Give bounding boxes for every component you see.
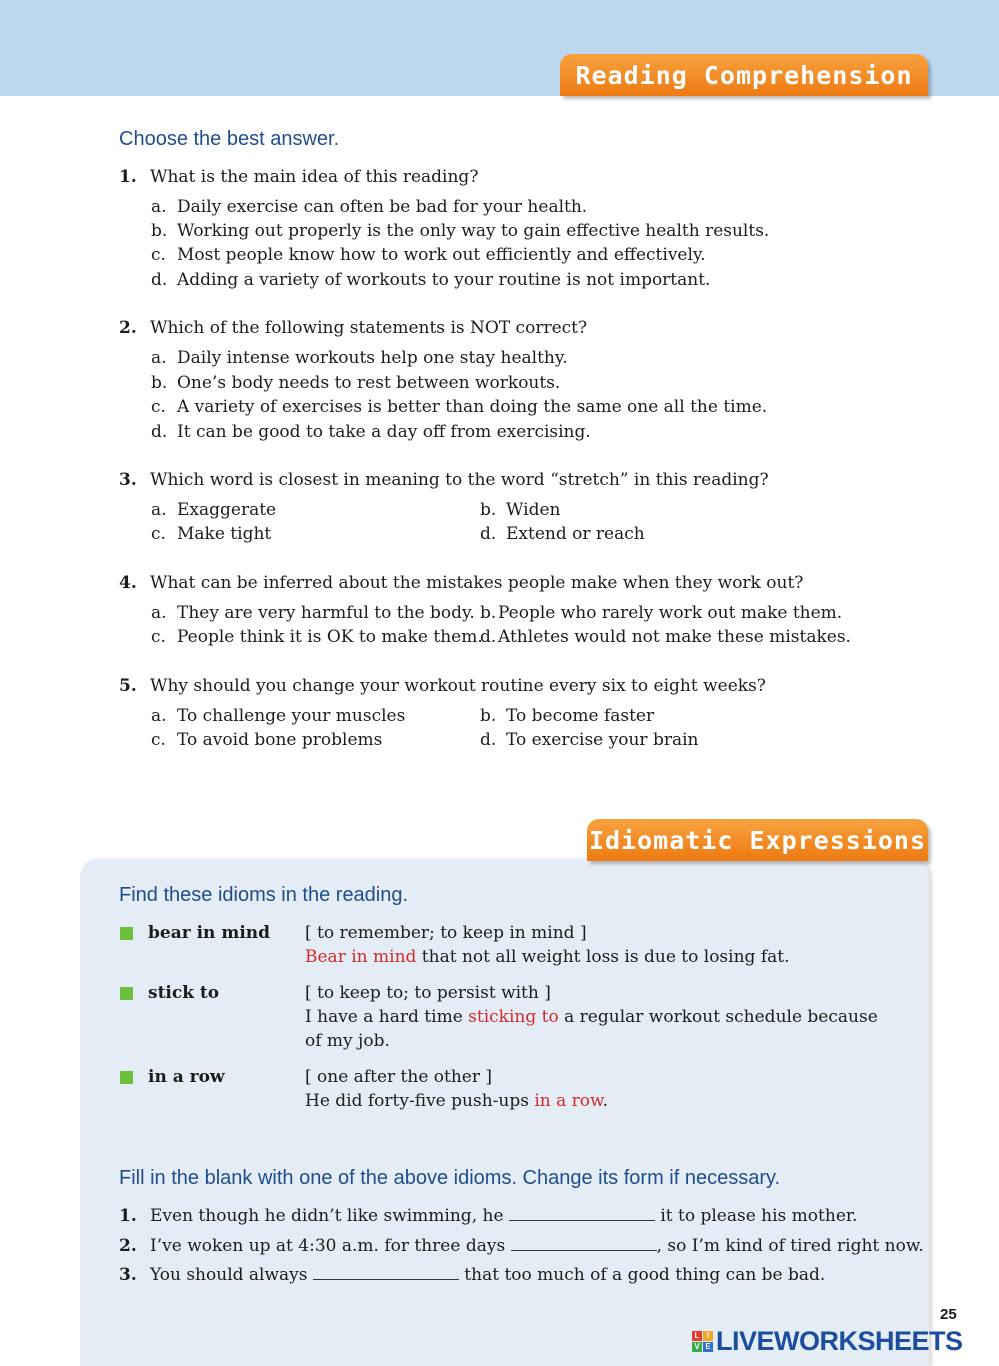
idiom-term: stick to: [148, 983, 220, 1003]
answer-option[interactable]: a. They are very harmful to the body.: [151, 603, 475, 623]
fill-instruction: Fill in the blank with one of the above idioms. Change its form if necessary.: [119, 1167, 781, 1189]
answer-option[interactable]: b. Widen: [480, 500, 561, 520]
answer-option[interactable]: c. A variety of exercises is better than doing the same one all the time.: [151, 397, 768, 417]
answer-option[interactable]: c. To avoid bone problems: [151, 730, 383, 750]
logo-text: LIVEWORKSHEETS: [716, 1325, 963, 1356]
answer-blank[interactable]: [509, 1205, 655, 1221]
answer-option[interactable]: d. To exercise your brain: [480, 730, 699, 750]
question-text: What can be inferred about the mistakes people make when they work out?: [150, 573, 804, 593]
answer-option[interactable]: b. Working out properly is the only way to gain effective health results.: [151, 221, 770, 241]
answer-option[interactable]: a. Daily exercise can often be bad for your health.: [151, 197, 588, 217]
answer-option[interactable]: c. Make tight: [151, 524, 272, 544]
answer-option[interactable]: d. Athletes would not make these mistakes.: [480, 627, 851, 647]
liveworksheets-logo: [692, 1326, 963, 1356]
question-number: 3.: [119, 470, 137, 490]
answer-option[interactable]: b. People who rarely work out make them.: [480, 603, 843, 623]
idiom-definition: [ to keep to; to persist with ]: [305, 983, 551, 1003]
idiom-highlight: in a row: [534, 1091, 603, 1111]
answer-option[interactable]: d. Adding a variety of workouts to your routine is not important.: [151, 270, 711, 290]
answer-option[interactable]: b. To become faster: [480, 706, 655, 726]
idiom-definition: [ to remember; to keep in mind ]: [305, 923, 587, 943]
question-number: 1.: [119, 167, 137, 187]
fill-item-2: 2. I’ve woken up at 4:30 a.m. for three days , so I’m kind of tired right now.: [119, 1236, 924, 1256]
square-bullet-icon: [120, 927, 133, 940]
idiom-highlight: Bear in mind: [305, 947, 417, 967]
idiomatic-expressions-tab: Idiomatic Expressions: [587, 819, 928, 861]
answer-blank[interactable]: [511, 1235, 657, 1251]
question-text: Which of the following statements is NOT correct?: [150, 318, 588, 338]
answer-option[interactable]: a. Daily intense workouts help one stay healthy.: [151, 348, 568, 368]
square-bullet-icon: [120, 1071, 133, 1084]
idiom-term: bear in mind: [148, 923, 271, 943]
question-2: [119, 316, 587, 340]
idiom-example: I have a hard time sticking to a regular workout schedule because of my job.: [305, 1007, 878, 1051]
question-1: [119, 165, 478, 189]
rc-instruction: Choose the best answer.: [119, 128, 340, 150]
idiom-entry: [305, 981, 895, 1053]
answer-option[interactable]: d. It can be good to take a day off from exercising.: [151, 422, 591, 442]
question-4: [119, 571, 803, 595]
answer-blank[interactable]: [313, 1264, 459, 1280]
logo-blocks-icon: L I V E: [692, 1331, 713, 1352]
answer-option[interactable]: c. Most people know how to work out efficiently and effectively.: [151, 245, 706, 265]
answer-option[interactable]: b. One’s body needs to rest between workouts.: [151, 373, 561, 393]
answer-option[interactable]: d. Extend or reach: [480, 524, 645, 544]
question-number: 5.: [119, 676, 137, 696]
question-text: Why should you change your workout routine every six to eight weeks?: [150, 676, 766, 696]
answer-option[interactable]: a. To challenge your muscles: [151, 706, 406, 726]
question-3: [119, 468, 769, 492]
idioms-instruction: Find these idioms in the reading.: [119, 884, 409, 906]
idiom-definition: [ one after the other ]: [305, 1067, 493, 1087]
reading-comprehension-tab: Reading Comprehension: [560, 54, 928, 96]
question-number: 2.: [119, 318, 137, 338]
question-number: 4.: [119, 573, 137, 593]
question-5: [119, 674, 766, 698]
idiom-entry: [305, 1065, 895, 1113]
idiom-term: in a row: [148, 1067, 225, 1087]
answer-option[interactable]: c. People think it is OK to make them.: [151, 627, 483, 647]
idiom-highlight: sticking to: [468, 1007, 559, 1027]
page-number: 25: [940, 1306, 957, 1323]
idiom-entry: [305, 921, 895, 969]
idiom-example: He did forty-five push-ups in a row.: [305, 1091, 608, 1111]
question-text: Which word is closest in meaning to the word “stretch” in this reading?: [150, 470, 769, 490]
idiom-example: Bear in mind that not all weight loss is due to losing fat.: [305, 947, 790, 967]
answer-option[interactable]: a. Exaggerate: [151, 500, 277, 520]
square-bullet-icon: [120, 987, 133, 1000]
fill-item-1: 1. Even though he didn’t like swimming, he it to please his mother.: [119, 1206, 858, 1226]
question-text: What is the main idea of this reading?: [150, 167, 479, 187]
fill-item-3: 3. You should always that too much of a good thing can be bad.: [119, 1265, 826, 1285]
